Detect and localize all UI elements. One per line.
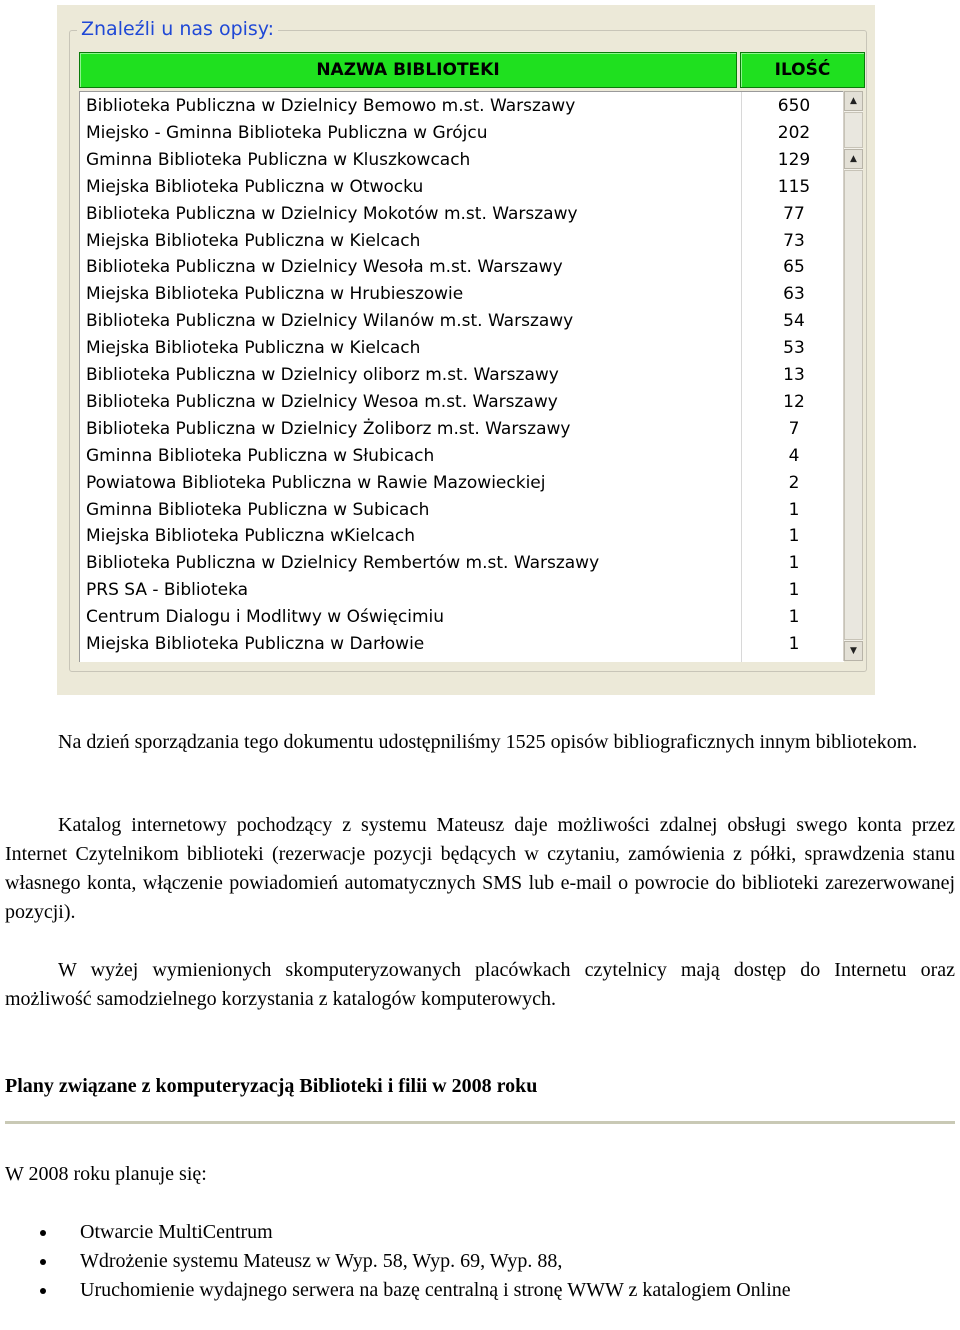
- count-cell: 202: [777, 122, 811, 143]
- library-results-screenshot: [57, 5, 875, 695]
- library-name-cell: Biblioteka Publiczna w Dzielnicy Wilanów m.st. Warszawy: [86, 311, 574, 332]
- paragraph-internet-access: W wyżej wymienionych skomputeryzowanych placówkach czytelnicy mają dostęp do Internetu oraz możliwość samodzielnego korzystania z katalogów komputerowych.: [5, 959, 955, 1010]
- list-item-text: Wdrożenie systemu Mateusz w Wyp. 58, Wyp. 69, Wyp. 88,: [80, 1250, 563, 1272]
- heading-underline-divider: [5, 1121, 955, 1124]
- table-row[interactable]: [80, 604, 844, 631]
- library-name-cell: Centrum Dialogu i Modlitwy w Oświęcimiu: [86, 607, 445, 628]
- library-name-cell: Miejska Biblioteka Publiczna w Kielcach: [86, 230, 421, 251]
- table-row[interactable]: [80, 550, 844, 577]
- table-row[interactable]: [80, 93, 844, 120]
- plans-intro: W 2008 roku planuje się:: [5, 1163, 207, 1185]
- results-groupbox-title: Znaleźli u nas opisy:: [77, 17, 278, 41]
- count-cell: 1: [788, 634, 800, 654]
- count-cell: 53: [783, 338, 805, 359]
- count-cell: 54: [783, 311, 805, 332]
- table-row[interactable]: [80, 631, 844, 658]
- count-cell: 650: [777, 96, 811, 116]
- table-row[interactable]: [80, 335, 844, 362]
- table-row[interactable]: [80, 281, 844, 308]
- scroll-down-arrow-icon[interactable]: ▼: [844, 641, 863, 661]
- list-scrollbar[interactable]: [843, 91, 863, 661]
- column-header-library-name[interactable]: NAZWA BIBLIOTEKI: [79, 52, 737, 88]
- library-name-cell: Biblioteka Publiczna w Dzielnicy Bemowo m.st. Warszawy: [86, 96, 576, 116]
- library-name-cell: Biblioteka Publiczna w Dzielnicy Rembertów m.st. Warszawy: [86, 553, 600, 574]
- table-row[interactable]: [80, 443, 844, 470]
- plans-bullet-list: [0, 1218, 955, 1305]
- count-cell: 77: [783, 203, 805, 224]
- scrollbar-track[interactable]: [844, 170, 863, 640]
- table-row[interactable]: [80, 577, 844, 604]
- list-item: [0, 1218, 955, 1247]
- paragraph-online-catalog: Katalog internetowy pochodzący z systemu Mateusz daje możliwości zdalnej obsługi swego konta przez Internet Czytelnikom biblioteki (rezerwacje pozycji będących w czytaniu, zamówienia z półki, sprawdzenia stanu własnego konta, włączenie powiadomień automatycznych SMS lub e-mail o powrocie do biblioteki zarezerwowanej pozycji).: [5, 814, 955, 923]
- library-name-cell: Biblioteka Publiczna w Dzielnicy Żoliborz m.st. Warszawy: [86, 418, 571, 439]
- library-name-cell: Miejska Biblioteka Publiczna w Otwocku: [86, 176, 424, 197]
- count-cell: 65: [783, 257, 805, 278]
- count-cell: 7: [788, 418, 800, 439]
- list-item: [0, 1247, 955, 1276]
- count-cell: 2: [788, 472, 800, 493]
- table-row[interactable]: [80, 389, 844, 416]
- table-row[interactable]: [80, 416, 844, 443]
- list-item-text: Uruchomienie wydajnego serwera na bazę centralną i stronę WWW z katalogiem Online: [80, 1279, 791, 1301]
- count-cell: 73: [783, 230, 805, 251]
- table-row[interactable]: [80, 254, 844, 281]
- bullet-dot-icon: [40, 1230, 46, 1236]
- count-cell: 4: [788, 445, 800, 466]
- library-name-cell: Powiatowa Biblioteka Publiczna w Rawie Mazowieckiej: [86, 472, 546, 493]
- scrollbar-thumb[interactable]: [844, 112, 863, 148]
- count-cell: 13: [783, 365, 805, 385]
- list-item-text: Otwarcie MultiCentrum: [80, 1221, 273, 1243]
- count-cell: 1: [788, 580, 800, 601]
- count-cell: 1: [788, 607, 800, 628]
- table-row[interactable]: [80, 120, 844, 147]
- count-cell: 63: [783, 284, 805, 305]
- bullet-dot-icon: [40, 1259, 46, 1265]
- count-cell: 1: [788, 553, 800, 574]
- library-name-cell: Gminna Biblioteka Publiczna w Kluszkowcach: [86, 149, 471, 170]
- scroll-up-arrow-icon[interactable]: ▲: [844, 149, 863, 169]
- library-name-cell: Biblioteka Publiczna w Dzielnicy Mokotów m.st. Warszawy: [86, 203, 578, 224]
- library-name-cell: Miejska Biblioteka Publiczna wKielcach: [86, 526, 415, 547]
- count-cell: 1: [788, 499, 800, 520]
- table-row[interactable]: [80, 147, 844, 174]
- count-cell: 115: [777, 176, 811, 197]
- library-name-cell: Miejska Biblioteka Publiczna w Darłowie: [86, 634, 425, 654]
- library-list: [79, 91, 844, 662]
- table-row[interactable]: [80, 228, 844, 255]
- table-row[interactable]: [80, 308, 844, 335]
- library-name-cell: Miejska Biblioteka Publiczna w Kielcach: [86, 338, 421, 359]
- library-name-cell: Biblioteka Publiczna w Dzielnicy Wesoa m.st. Warszawy: [86, 391, 558, 412]
- table-row[interactable]: [80, 362, 844, 389]
- paragraph-descriptions-shared: Na dzień sporządzania tego dokumentu udostępniliśmy 1525 opisów bibliograficznych innym bibliotekom.: [58, 731, 918, 753]
- library-name-cell: Biblioteka Publiczna w Dzielnicy Wesoła m.st. Warszawy: [86, 257, 563, 278]
- library-name-cell: PRS SA - Biblioteka: [86, 580, 249, 601]
- count-cell: 129: [777, 149, 811, 170]
- list-item: [0, 1276, 955, 1305]
- column-header-count[interactable]: ILOŚĆ: [740, 52, 865, 88]
- table-row[interactable]: [80, 470, 844, 497]
- library-name-cell: Miejska Biblioteka Publiczna w Hrubieszowie: [86, 284, 464, 305]
- count-cell: 1: [788, 526, 800, 547]
- table-row[interactable]: [80, 497, 844, 524]
- count-cell: 12: [783, 391, 805, 412]
- library-name-cell: Gminna Biblioteka Publiczna w Słubicach: [86, 445, 435, 466]
- table-row[interactable]: [80, 201, 844, 228]
- section-heading-plans-2008: Plany związane z komputeryzacją Biblioteki i filii w 2008 roku: [5, 1075, 538, 1097]
- scroll-up-arrow-icon[interactable]: ▲: [844, 91, 863, 111]
- bullet-dot-icon: [40, 1288, 46, 1294]
- library-name-cell: Biblioteka Publiczna w Dzielnicy oliborz m.st. Warszawy: [86, 365, 559, 385]
- table-row[interactable]: [80, 174, 844, 201]
- library-name-cell: Miejsko - Gminna Biblioteka Publiczna w Grójcu: [86, 122, 488, 143]
- table-row[interactable]: [80, 523, 844, 550]
- library-name-cell: Gminna Biblioteka Publiczna w Subicach: [86, 499, 430, 520]
